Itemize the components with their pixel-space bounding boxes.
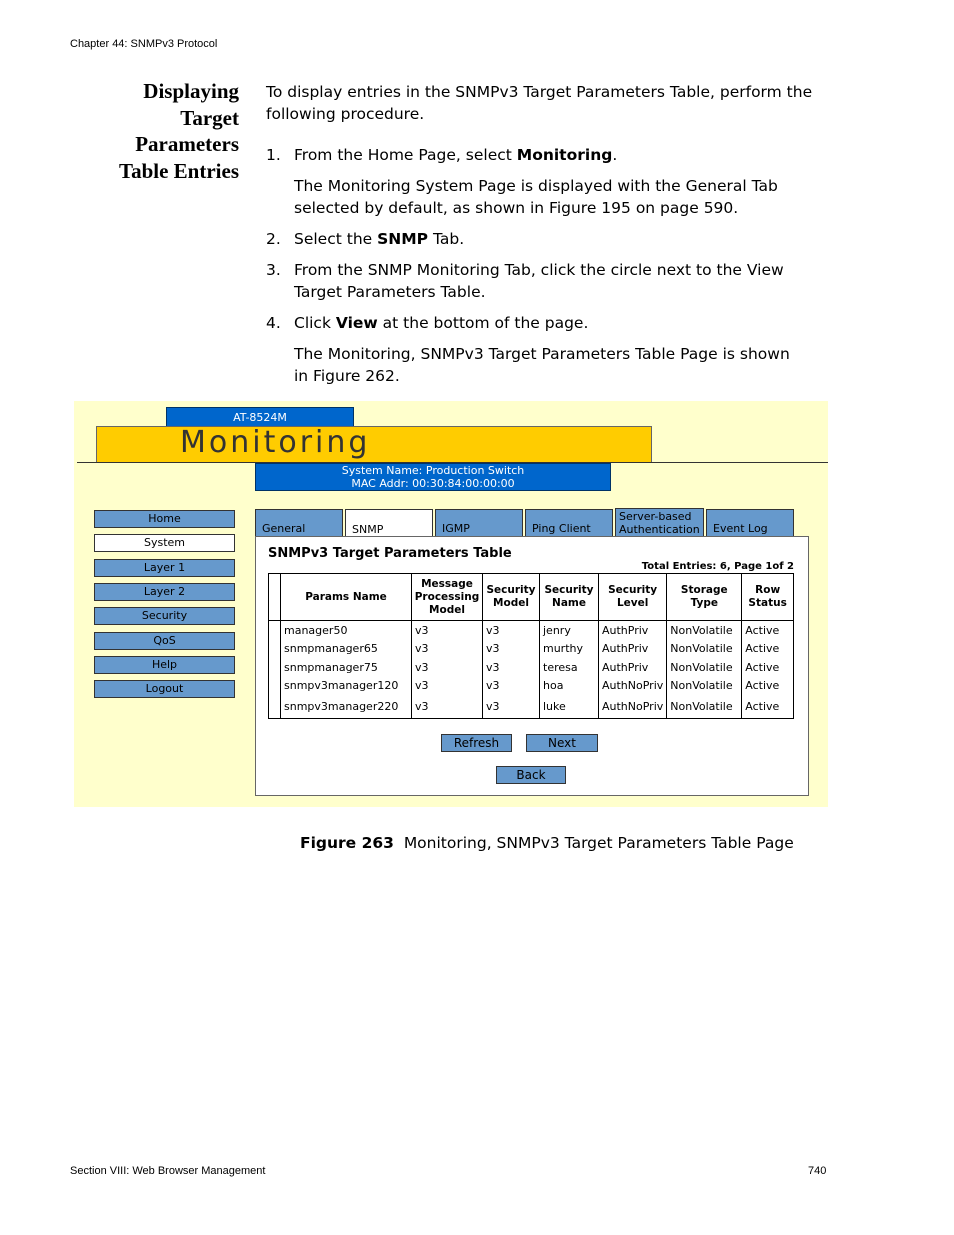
column-header: Security Name [540,574,599,621]
intro-paragraph: To display entries in the SNMPv3 Target Parameters Table, perform the following procedure. [266,83,813,123]
total-entries: Total Entries: 6, Page 1of 2 [641,561,794,572]
row-status: Active [742,621,794,640]
mp-model: v3 [412,640,483,659]
chapter-header: Chapter 44: SNMPv3 Protocol [70,38,218,50]
back-button[interactable]: Back [496,766,566,784]
row-select[interactable] [269,621,281,640]
step-number: 2. [266,230,281,248]
security-level: AuthNoPriv [599,695,667,718]
step-number: 1. [266,146,281,164]
column-header: Message Processing Model [412,574,483,621]
security-name: hoa [540,677,599,696]
panel-title: SNMPv3 Target Parameters Table [268,546,512,561]
figure-caption: Figure 263 Monitoring, SNMPv3 Target Parameters Table Page [300,834,794,852]
heading-line: Displaying [143,79,239,103]
row-select[interactable] [269,695,281,718]
heading-line: Table Entries [119,158,239,183]
row-select[interactable] [269,677,281,696]
tab-event-log[interactable]: Event Log [706,509,794,537]
mp-model: v3 [412,677,483,696]
security-name: teresa [540,658,599,677]
heading-line: Parameters [135,132,239,156]
heading-line: Target [180,105,239,130]
params-name: snmpv3manager120 [281,677,412,696]
target-params-table [268,573,794,719]
system-info-box [255,463,611,491]
nav-help-button[interactable]: Help [94,656,235,674]
column-header [269,574,281,621]
mp-model: v3 [412,695,483,718]
column-header: Params Name [281,574,412,621]
nav-logout-button[interactable]: Logout [94,680,235,698]
column-header: Security Model [483,574,540,621]
tab-general[interactable]: General [255,509,343,537]
device-label: AT-8524M [166,407,354,428]
nav-security-button[interactable]: Security [94,607,235,625]
mac-address: MAC Addr: 00:30:84:00:00:00 [351,477,515,490]
storage-type: NonVolatile [667,695,742,718]
step-text: Click View at the bottom of the page. [294,314,589,332]
params-name: snmpv3manager220 [281,695,412,718]
section-heading [60,78,239,184]
security-name: luke [540,695,599,718]
column-header: Storage Type [667,574,742,621]
security-name: murthy [540,640,599,659]
step-number: 4. [266,314,281,332]
tab-igmp[interactable]: IGMP [435,509,523,537]
row-status: Active [742,677,794,696]
nav-layer2-button[interactable]: Layer 2 [94,583,235,601]
page-title: Monitoring [180,425,371,460]
nav-home-button[interactable]: Home [94,510,235,528]
row-status: Active [742,695,794,718]
storage-type: NonVolatile [667,677,742,696]
nav-qos-button[interactable]: QoS [94,632,235,650]
security-model: v3 [483,621,540,640]
system-name: System Name: Production Switch [341,464,525,477]
nav-system-button[interactable]: System [94,534,235,552]
table-row [269,621,794,640]
step-text: From the SNMP Monitoring Tab, click the circle next to the View Target Parameters Table. [294,261,784,301]
params-name: manager50 [281,621,412,640]
security-model: v3 [483,658,540,677]
nav-layer1-button[interactable]: Layer 1 [94,559,235,577]
step-text: From the Home Page, select Monitoring. [294,146,618,164]
security-level: AuthPriv [599,658,667,677]
security-level: AuthPriv [599,640,667,659]
storage-type: NonVolatile [667,621,742,640]
tab-server-based-authentication[interactable]: Server-based Authentication [615,508,704,537]
column-header: Security Level [599,574,667,621]
step-number: 3. [266,261,281,279]
mp-model: v3 [412,621,483,640]
security-name: jenry [540,621,599,640]
row-select[interactable] [269,640,281,659]
params-name: snmpmanager65 [281,640,412,659]
table-row [269,677,794,696]
table-row [269,640,794,659]
row-select[interactable] [269,658,281,677]
security-level: AuthPriv [599,621,667,640]
row-status: Active [742,640,794,659]
table-row [269,695,794,718]
step-note: The Monitoring, SNMPv3 Target Parameters Table Page is shown in Figure 262. [294,345,790,385]
page-number: 740 [808,1165,827,1177]
security-model: v3 [483,677,540,696]
storage-type: NonVolatile [667,658,742,677]
refresh-button[interactable]: Refresh [441,734,512,752]
params-name: snmpmanager75 [281,658,412,677]
table-row [269,658,794,677]
step-text: Select the SNMP Tab. [294,230,465,248]
security-level: AuthNoPriv [599,677,667,696]
row-status: Active [742,658,794,677]
column-header: Row Status [742,574,794,621]
next-button[interactable]: Next [526,734,598,752]
security-model: v3 [483,640,540,659]
tab-ping-client[interactable]: Ping Client [525,509,613,537]
storage-type: NonVolatile [667,640,742,659]
step-note: The Monitoring System Page is displayed with the General Tab selected by default, as shown in Figure 195 on page 590. [294,177,778,217]
mp-model: v3 [412,658,483,677]
tab-snmp[interactable]: SNMP [345,509,433,538]
footer-section: Section VIII: Web Browser Management [70,1165,266,1177]
security-model: v3 [483,695,540,718]
